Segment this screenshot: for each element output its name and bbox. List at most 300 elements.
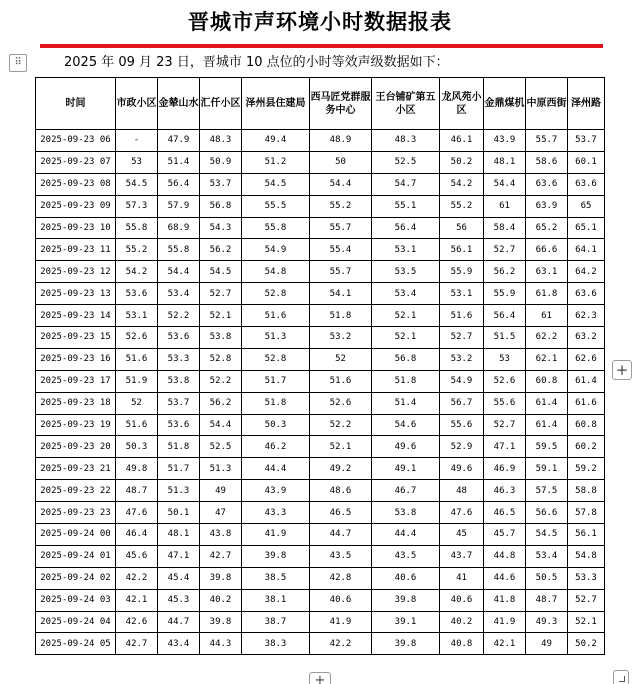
noise-value-cell[interactable]: 54.4 xyxy=(310,173,372,195)
noise-value-cell[interactable]: 41.9 xyxy=(242,524,310,546)
add-row-icon[interactable]: + xyxy=(309,672,331,684)
noise-value-cell[interactable]: 52.2 xyxy=(310,414,372,436)
time-cell[interactable]: 2025-09-24 01 xyxy=(36,545,116,567)
noise-value-cell[interactable]: 51.9 xyxy=(116,370,158,392)
noise-value-cell[interactable]: 48 xyxy=(440,480,484,502)
noise-value-cell[interactable]: 42.8 xyxy=(310,567,372,589)
noise-value-cell[interactable]: 63.6 xyxy=(526,173,568,195)
table-row xyxy=(36,414,605,436)
noise-value-cell[interactable]: 40.2 xyxy=(200,589,242,611)
noise-value-cell[interactable]: 48.3 xyxy=(200,130,242,152)
noise-value-cell[interactable]: 51.5 xyxy=(484,327,526,349)
noise-value-cell[interactable]: 52.1 xyxy=(372,305,440,327)
noise-value-cell[interactable]: 56.2 xyxy=(484,261,526,283)
time-cell[interactable]: 2025-09-23 10 xyxy=(36,217,116,239)
noise-value-cell[interactable]: 62.2 xyxy=(526,327,568,349)
noise-value-cell[interactable]: 57.9 xyxy=(158,195,200,217)
time-cell[interactable]: 2025-09-23 19 xyxy=(36,414,116,436)
noise-value-cell[interactable]: 47.9 xyxy=(158,130,200,152)
noise-value-cell[interactable]: 66.6 xyxy=(526,239,568,261)
noise-value-cell[interactable]: 49.2 xyxy=(310,458,372,480)
noise-value-cell[interactable]: 53.4 xyxy=(372,283,440,305)
noise-value-cell[interactable]: 57.8 xyxy=(568,502,605,524)
noise-value-cell[interactable]: 53.1 xyxy=(372,239,440,261)
noise-value-cell[interactable]: 55.7 xyxy=(310,217,372,239)
column-header-site: 泽州路 xyxy=(568,78,605,130)
title-divider xyxy=(40,44,603,48)
noise-value-cell[interactable]: 52.5 xyxy=(200,436,242,458)
noise-value-cell[interactable]: 61.4 xyxy=(568,370,605,392)
noise-value-cell[interactable]: 55.9 xyxy=(484,283,526,305)
noise-value-cell[interactable]: 52.5 xyxy=(372,151,440,173)
noise-value-cell[interactable]: 53.7 xyxy=(568,130,605,152)
noise-value-cell[interactable]: 46.4 xyxy=(116,524,158,546)
time-cell[interactable]: 2025-09-23 12 xyxy=(36,261,116,283)
table-row xyxy=(36,151,605,173)
noise-value-cell[interactable]: 44.8 xyxy=(484,545,526,567)
noise-value-cell[interactable]: 47.1 xyxy=(158,545,200,567)
noise-value-cell[interactable]: 53 xyxy=(116,151,158,173)
noise-value-cell[interactable]: 63.1 xyxy=(526,261,568,283)
noise-value-cell[interactable]: 60.1 xyxy=(568,151,605,173)
table-row xyxy=(36,261,605,283)
noise-value-cell[interactable]: 42.7 xyxy=(200,545,242,567)
table-row xyxy=(36,436,605,458)
noise-value-cell[interactable]: 47.6 xyxy=(116,502,158,524)
noise-value-cell[interactable]: 48.1 xyxy=(484,151,526,173)
report-intro-text: 2025 年 09 月 23 日，晋城市 10 点位的小时等效声级数据如下： xyxy=(64,55,449,70)
noise-value-cell[interactable]: 41.8 xyxy=(484,589,526,611)
time-cell[interactable]: 2025-09-24 03 xyxy=(36,589,116,611)
noise-value-cell[interactable]: 51.8 xyxy=(372,370,440,392)
noise-value-cell[interactable]: 53.2 xyxy=(310,327,372,349)
noise-value-cell[interactable]: 63.6 xyxy=(568,283,605,305)
noise-value-cell[interactable]: 50.3 xyxy=(242,414,310,436)
noise-value-cell[interactable]: 45.3 xyxy=(158,589,200,611)
noise-value-cell[interactable]: 42.1 xyxy=(484,633,526,655)
noise-value-cell[interactable]: 53.8 xyxy=(200,327,242,349)
noise-value-cell[interactable]: 54.4 xyxy=(158,261,200,283)
noise-value-cell[interactable]: 43.5 xyxy=(310,545,372,567)
noise-value-cell[interactable]: 46.9 xyxy=(484,458,526,480)
noise-value-cell[interactable]: 54.8 xyxy=(242,261,310,283)
noise-value-cell[interactable]: 46.3 xyxy=(484,480,526,502)
noise-value-cell[interactable]: 58.8 xyxy=(568,480,605,502)
noise-value-cell[interactable]: 48.3 xyxy=(372,130,440,152)
noise-value-cell[interactable]: 51.7 xyxy=(158,458,200,480)
noise-value-cell[interactable]: 56.7 xyxy=(440,392,484,414)
noise-value-cell[interactable]: 49.4 xyxy=(242,130,310,152)
noise-value-cell[interactable]: 51.4 xyxy=(372,392,440,414)
noise-value-cell[interactable]: 53.3 xyxy=(568,567,605,589)
noise-value-cell[interactable]: 43.4 xyxy=(158,633,200,655)
noise-value-cell[interactable]: 64.1 xyxy=(568,239,605,261)
time-cell[interactable]: 2025-09-23 09 xyxy=(36,195,116,217)
time-cell[interactable]: 2025-09-23 23 xyxy=(36,502,116,524)
noise-value-cell[interactable]: 53.1 xyxy=(116,305,158,327)
noise-value-cell[interactable]: 53 xyxy=(484,348,526,370)
table-row xyxy=(36,458,605,480)
noise-value-cell[interactable]: 62.1 xyxy=(526,348,568,370)
noise-value-cell[interactable]: 55.6 xyxy=(484,392,526,414)
table-row xyxy=(36,567,605,589)
noise-value-cell[interactable]: 61.4 xyxy=(526,414,568,436)
noise-value-cell[interactable]: 49.8 xyxy=(116,458,158,480)
time-cell[interactable]: 2025-09-23 06 xyxy=(36,130,116,152)
noise-value-cell[interactable]: 40.2 xyxy=(440,611,484,633)
noise-value-cell[interactable]: 56 xyxy=(440,217,484,239)
noise-value-cell[interactable]: 54.2 xyxy=(440,173,484,195)
noise-value-cell[interactable]: 68.9 xyxy=(158,217,200,239)
noise-value-cell[interactable]: 50.5 xyxy=(526,567,568,589)
time-cell[interactable]: 2025-09-23 08 xyxy=(36,173,116,195)
noise-value-cell[interactable]: 51.6 xyxy=(116,414,158,436)
noise-value-cell[interactable]: 54.9 xyxy=(440,370,484,392)
time-cell[interactable]: 2025-09-23 13 xyxy=(36,283,116,305)
noise-value-cell[interactable]: 51.3 xyxy=(242,327,310,349)
noise-value-cell[interactable]: 54.8 xyxy=(568,545,605,567)
noise-value-cell[interactable]: 39.8 xyxy=(372,589,440,611)
noise-value-cell[interactable]: 61.4 xyxy=(526,392,568,414)
noise-value-cell[interactable]: 42.1 xyxy=(116,589,158,611)
noise-value-cell[interactable]: 52.7 xyxy=(484,239,526,261)
noise-value-cell[interactable]: 49.6 xyxy=(440,458,484,480)
noise-value-cell[interactable]: 52.2 xyxy=(158,305,200,327)
noise-value-cell[interactable]: 57.3 xyxy=(116,195,158,217)
noise-value-cell[interactable]: 39.8 xyxy=(242,545,310,567)
noise-value-cell[interactable]: 47.6 xyxy=(440,502,484,524)
noise-value-cell[interactable]: 46.5 xyxy=(310,502,372,524)
time-cell[interactable]: 2025-09-23 15 xyxy=(36,327,116,349)
noise-value-cell[interactable]: 61 xyxy=(484,195,526,217)
noise-value-cell[interactable]: 49.6 xyxy=(372,436,440,458)
noise-value-cell[interactable]: 50.9 xyxy=(200,151,242,173)
noise-value-cell[interactable]: 42.2 xyxy=(116,567,158,589)
noise-value-cell[interactable]: 54.5 xyxy=(200,261,242,283)
noise-value-cell[interactable]: 60.8 xyxy=(568,414,605,436)
table-row xyxy=(36,633,605,655)
column-header-site: 龙风苑小区 xyxy=(440,78,484,130)
time-cell[interactable]: 2025-09-23 20 xyxy=(36,436,116,458)
noise-value-cell[interactable]: 42.2 xyxy=(310,633,372,655)
column-header-site: 市政小区 xyxy=(116,78,158,130)
noise-value-cell[interactable]: 53.2 xyxy=(440,348,484,370)
noise-value-cell[interactable]: 59.5 xyxy=(526,436,568,458)
time-cell[interactable]: 2025-09-24 00 xyxy=(36,524,116,546)
noise-value-cell[interactable]: 51.4 xyxy=(158,151,200,173)
noise-value-cell[interactable]: 54.4 xyxy=(484,173,526,195)
noise-value-cell[interactable]: 41.9 xyxy=(310,611,372,633)
noise-value-cell[interactable]: 43.5 xyxy=(372,545,440,567)
noise-value-cell[interactable]: 52.7 xyxy=(440,327,484,349)
noise-value-cell[interactable]: 41.9 xyxy=(484,611,526,633)
noise-value-cell[interactable]: 51.8 xyxy=(158,436,200,458)
noise-value-cell[interactable]: 55.4 xyxy=(310,239,372,261)
noise-value-cell[interactable]: 53.6 xyxy=(116,283,158,305)
noise-value-cell[interactable]: 53.8 xyxy=(372,502,440,524)
noise-value-cell[interactable]: 40.6 xyxy=(372,567,440,589)
noise-value-cell[interactable]: 51.2 xyxy=(242,151,310,173)
noise-value-cell[interactable]: 52.8 xyxy=(200,348,242,370)
noise-value-cell[interactable]: 56.4 xyxy=(372,217,440,239)
noise-value-cell[interactable]: 49 xyxy=(200,480,242,502)
table-header-row xyxy=(36,78,605,130)
noise-value-cell[interactable]: 63.2 xyxy=(568,327,605,349)
noise-value-cell[interactable]: 38.3 xyxy=(242,633,310,655)
table-row xyxy=(36,611,605,633)
time-cell[interactable]: 2025-09-23 16 xyxy=(36,348,116,370)
noise-value-cell[interactable]: 44.7 xyxy=(158,611,200,633)
time-cell[interactable]: 2025-09-23 07 xyxy=(36,151,116,173)
noise-value-cell[interactable]: 65.1 xyxy=(568,217,605,239)
table-row xyxy=(36,173,605,195)
noise-value-cell[interactable]: 55.8 xyxy=(242,217,310,239)
table-row xyxy=(36,502,605,524)
noise-value-cell[interactable]: 53.5 xyxy=(372,261,440,283)
noise-value-cell[interactable]: 53.8 xyxy=(158,370,200,392)
noise-value-cell[interactable]: 53.4 xyxy=(158,283,200,305)
noise-value-cell[interactable]: 45 xyxy=(440,524,484,546)
noise-value-cell[interactable]: 55.2 xyxy=(440,195,484,217)
noise-value-cell[interactable]: 43.3 xyxy=(242,502,310,524)
noise-value-cell[interactable]: 52.9 xyxy=(440,436,484,458)
noise-value-cell[interactable]: 53.3 xyxy=(158,348,200,370)
noise-value-cell[interactable]: 52.7 xyxy=(568,589,605,611)
time-cell[interactable]: 2025-09-23 22 xyxy=(36,480,116,502)
noise-value-cell[interactable]: 60.8 xyxy=(526,370,568,392)
noise-value-cell[interactable]: 52.6 xyxy=(310,392,372,414)
noise-value-cell[interactable]: 53.7 xyxy=(158,392,200,414)
column-header-site: 西马匠党群服务中心 xyxy=(310,78,372,130)
column-header-time: 时间 xyxy=(36,78,116,130)
noise-value-cell[interactable]: 52.7 xyxy=(200,283,242,305)
noise-value-cell[interactable]: 61 xyxy=(526,305,568,327)
column-header-site: 中原西街 xyxy=(526,78,568,130)
noise-value-cell[interactable]: 49 xyxy=(526,633,568,655)
noise-value-cell[interactable]: 51.6 xyxy=(310,370,372,392)
noise-value-cell[interactable]: 52.1 xyxy=(372,327,440,349)
noise-value-cell[interactable]: 59.2 xyxy=(568,458,605,480)
noise-value-cell[interactable]: 53.7 xyxy=(200,173,242,195)
document-title: 晋城市声环境小时数据报表 xyxy=(188,10,452,34)
noise-value-cell[interactable]: 49.3 xyxy=(526,611,568,633)
noise-value-cell[interactable]: 51.8 xyxy=(242,392,310,414)
table-row xyxy=(36,545,605,567)
noise-value-cell[interactable]: 59.1 xyxy=(526,458,568,480)
noise-value-cell[interactable]: 56.1 xyxy=(568,524,605,546)
noise-value-cell[interactable]: 53.6 xyxy=(158,327,200,349)
noise-value-cell[interactable]: 40.6 xyxy=(310,589,372,611)
noise-value-cell[interactable]: 47.1 xyxy=(484,436,526,458)
noise-value-cell[interactable]: 52 xyxy=(310,348,372,370)
noise-value-cell[interactable]: 61.8 xyxy=(526,283,568,305)
noise-value-cell[interactable]: 55.5 xyxy=(242,195,310,217)
noise-value-cell[interactable]: 50.2 xyxy=(568,633,605,655)
time-cell[interactable]: 2025-09-24 02 xyxy=(36,567,116,589)
table-row xyxy=(36,305,605,327)
noise-value-cell[interactable]: 54.7 xyxy=(372,173,440,195)
noise-value-cell[interactable]: 55.6 xyxy=(440,414,484,436)
time-cell[interactable]: 2025-09-23 18 xyxy=(36,392,116,414)
noise-value-cell[interactable]: 58.6 xyxy=(526,151,568,173)
noise-value-cell[interactable]: 47 xyxy=(200,502,242,524)
table-resize-icon[interactable] xyxy=(613,670,629,684)
noise-value-cell[interactable]: 38.5 xyxy=(242,567,310,589)
table-row xyxy=(36,327,605,349)
noise-value-cell[interactable]: 39.8 xyxy=(200,611,242,633)
noise-value-cell[interactable]: 46.7 xyxy=(372,480,440,502)
noise-value-cell[interactable]: 57.5 xyxy=(526,480,568,502)
noise-value-cell[interactable]: 44.7 xyxy=(310,524,372,546)
noise-value-cell[interactable]: 52 xyxy=(116,392,158,414)
noise-value-cell[interactable]: 51.6 xyxy=(440,305,484,327)
time-cell[interactable]: 2025-09-23 11 xyxy=(36,239,116,261)
noise-value-cell[interactable]: 48.7 xyxy=(116,480,158,502)
time-cell[interactable]: 2025-09-23 17 xyxy=(36,370,116,392)
noise-value-cell[interactable]: 56.8 xyxy=(200,195,242,217)
table-row xyxy=(36,480,605,502)
noise-value-cell[interactable]: 51.8 xyxy=(310,305,372,327)
noise-value-cell[interactable]: 65.2 xyxy=(526,217,568,239)
noise-value-cell[interactable]: 52.6 xyxy=(484,370,526,392)
noise-value-cell[interactable]: 62.3 xyxy=(568,305,605,327)
noise-value-cell[interactable]: 52.1 xyxy=(200,305,242,327)
noise-value-cell[interactable]: 56.4 xyxy=(158,173,200,195)
noise-value-cell[interactable]: 54.4 xyxy=(200,414,242,436)
noise-value-cell[interactable]: 54.5 xyxy=(526,524,568,546)
noise-value-cell[interactable]: 55.8 xyxy=(116,217,158,239)
noise-value-cell[interactable]: 46.2 xyxy=(242,436,310,458)
noise-value-cell[interactable]: 53.6 xyxy=(158,414,200,436)
noise-value-cell[interactable]: 52.8 xyxy=(242,348,310,370)
noise-value-cell[interactable]: 63.6 xyxy=(568,173,605,195)
noise-value-cell[interactable]: 42.7 xyxy=(116,633,158,655)
noise-value-cell[interactable]: 64.2 xyxy=(568,261,605,283)
noise-value-cell[interactable]: 54.3 xyxy=(200,217,242,239)
time-cell[interactable]: 2025-09-23 14 xyxy=(36,305,116,327)
noise-value-cell[interactable]: 60.2 xyxy=(568,436,605,458)
noise-value-cell[interactable]: 40.8 xyxy=(440,633,484,655)
time-cell[interactable]: 2025-09-23 21 xyxy=(36,458,116,480)
time-cell[interactable]: 2025-09-24 05 xyxy=(36,633,116,655)
noise-value-cell[interactable]: 54.6 xyxy=(372,414,440,436)
noise-value-cell[interactable]: 65 xyxy=(568,195,605,217)
noise-value-cell[interactable]: 40.6 xyxy=(440,589,484,611)
noise-value-cell[interactable]: 55.7 xyxy=(310,261,372,283)
add-column-icon[interactable]: + xyxy=(612,360,632,380)
noise-value-cell[interactable]: 55.8 xyxy=(158,239,200,261)
noise-value-cell[interactable]: 50.2 xyxy=(440,151,484,173)
column-header-site: 泽州县住建局 xyxy=(242,78,310,130)
noise-value-cell[interactable]: 56.6 xyxy=(526,502,568,524)
noise-value-cell[interactable]: 51.3 xyxy=(158,480,200,502)
noise-value-cell[interactable]: 62.6 xyxy=(568,348,605,370)
noise-value-cell[interactable]: 45.7 xyxy=(484,524,526,546)
noise-value-cell[interactable]: 45.6 xyxy=(116,545,158,567)
noise-value-cell[interactable]: 44.4 xyxy=(242,458,310,480)
noise-value-cell[interactable]: 51.3 xyxy=(200,458,242,480)
time-cell[interactable]: 2025-09-24 04 xyxy=(36,611,116,633)
noise-value-cell[interactable]: 46.5 xyxy=(484,502,526,524)
noise-value-cell[interactable]: 44.6 xyxy=(484,567,526,589)
column-header-site: 王台铺矿第五小区 xyxy=(372,78,440,130)
noise-value-cell[interactable]: 52.1 xyxy=(568,611,605,633)
noise-value-cell[interactable]: 41 xyxy=(440,567,484,589)
noise-value-cell[interactable]: 38.1 xyxy=(242,589,310,611)
noise-value-cell[interactable]: 52.1 xyxy=(310,436,372,458)
noise-value-cell[interactable]: 56.2 xyxy=(200,392,242,414)
noise-value-cell[interactable]: 50 xyxy=(310,151,372,173)
table-row xyxy=(36,283,605,305)
noise-value-cell[interactable]: 51.6 xyxy=(242,305,310,327)
noise-value-cell[interactable]: 56.8 xyxy=(372,348,440,370)
noise-value-cell[interactable]: 39.8 xyxy=(372,633,440,655)
noise-value-cell[interactable]: 48.1 xyxy=(158,524,200,546)
noise-value-cell[interactable]: 39.8 xyxy=(200,567,242,589)
noise-value-cell[interactable]: 44.3 xyxy=(200,633,242,655)
noise-value-cell[interactable]: 48.9 xyxy=(310,130,372,152)
noise-value-cell[interactable]: 48.7 xyxy=(526,589,568,611)
noise-value-cell[interactable]: 54.5 xyxy=(242,173,310,195)
noise-value-cell[interactable]: 50.1 xyxy=(158,502,200,524)
noise-value-cell[interactable]: 54.1 xyxy=(310,283,372,305)
noise-value-cell[interactable]: 44.4 xyxy=(372,524,440,546)
noise-value-cell[interactable]: 53.4 xyxy=(526,545,568,567)
noise-value-cell[interactable]: 56.4 xyxy=(484,305,526,327)
noise-value-cell[interactable]: 54.2 xyxy=(116,261,158,283)
noise-value-cell[interactable]: 46.1 xyxy=(440,130,484,152)
table-row xyxy=(36,217,605,239)
table-move-handle-icon[interactable]: ⠿ xyxy=(9,54,27,72)
noise-value-cell[interactable]: 52.8 xyxy=(242,283,310,305)
noise-value-cell[interactable]: 43.7 xyxy=(440,545,484,567)
noise-value-cell[interactable]: - xyxy=(116,130,158,152)
noise-value-cell[interactable]: 52.2 xyxy=(200,370,242,392)
noise-value-cell[interactable]: 55.2 xyxy=(116,239,158,261)
noise-value-cell[interactable]: 53.1 xyxy=(440,283,484,305)
noise-value-cell[interactable]: 51.7 xyxy=(242,370,310,392)
noise-value-cell[interactable]: 43.8 xyxy=(200,524,242,546)
noise-value-cell[interactable]: 56.1 xyxy=(440,239,484,261)
noise-value-cell[interactable]: 43.9 xyxy=(242,480,310,502)
noise-value-cell[interactable]: 45.4 xyxy=(158,567,200,589)
noise-value-cell[interactable]: 61.6 xyxy=(568,392,605,414)
noise-value-cell[interactable]: 42.6 xyxy=(116,611,158,633)
table-row xyxy=(36,524,605,546)
noise-value-cell[interactable]: 38.7 xyxy=(242,611,310,633)
noise-value-cell[interactable]: 55.9 xyxy=(440,261,484,283)
noise-value-cell[interactable]: 49.1 xyxy=(372,458,440,480)
noise-value-cell[interactable]: 55.7 xyxy=(526,130,568,152)
noise-value-cell[interactable]: 56.2 xyxy=(200,239,242,261)
noise-value-cell[interactable]: 55.2 xyxy=(310,195,372,217)
noise-value-cell[interactable]: 52.6 xyxy=(116,327,158,349)
noise-value-cell[interactable]: 63.9 xyxy=(526,195,568,217)
noise-value-cell[interactable]: 50.3 xyxy=(116,436,158,458)
noise-value-cell[interactable]: 58.4 xyxy=(484,217,526,239)
column-header-site: 汇仟小区 xyxy=(200,78,242,130)
noise-value-cell[interactable]: 39.1 xyxy=(372,611,440,633)
noise-value-cell[interactable]: 48.6 xyxy=(310,480,372,502)
noise-value-cell[interactable]: 54.5 xyxy=(116,173,158,195)
table-row xyxy=(36,589,605,611)
noise-value-cell[interactable]: 54.9 xyxy=(242,239,310,261)
noise-value-cell[interactable]: 52.7 xyxy=(484,414,526,436)
noise-value-cell[interactable]: 55.1 xyxy=(372,195,440,217)
noise-value-cell[interactable]: 43.9 xyxy=(484,130,526,152)
column-header-site: 金辇山水 xyxy=(158,78,200,130)
noise-value-cell[interactable]: 51.6 xyxy=(116,348,158,370)
